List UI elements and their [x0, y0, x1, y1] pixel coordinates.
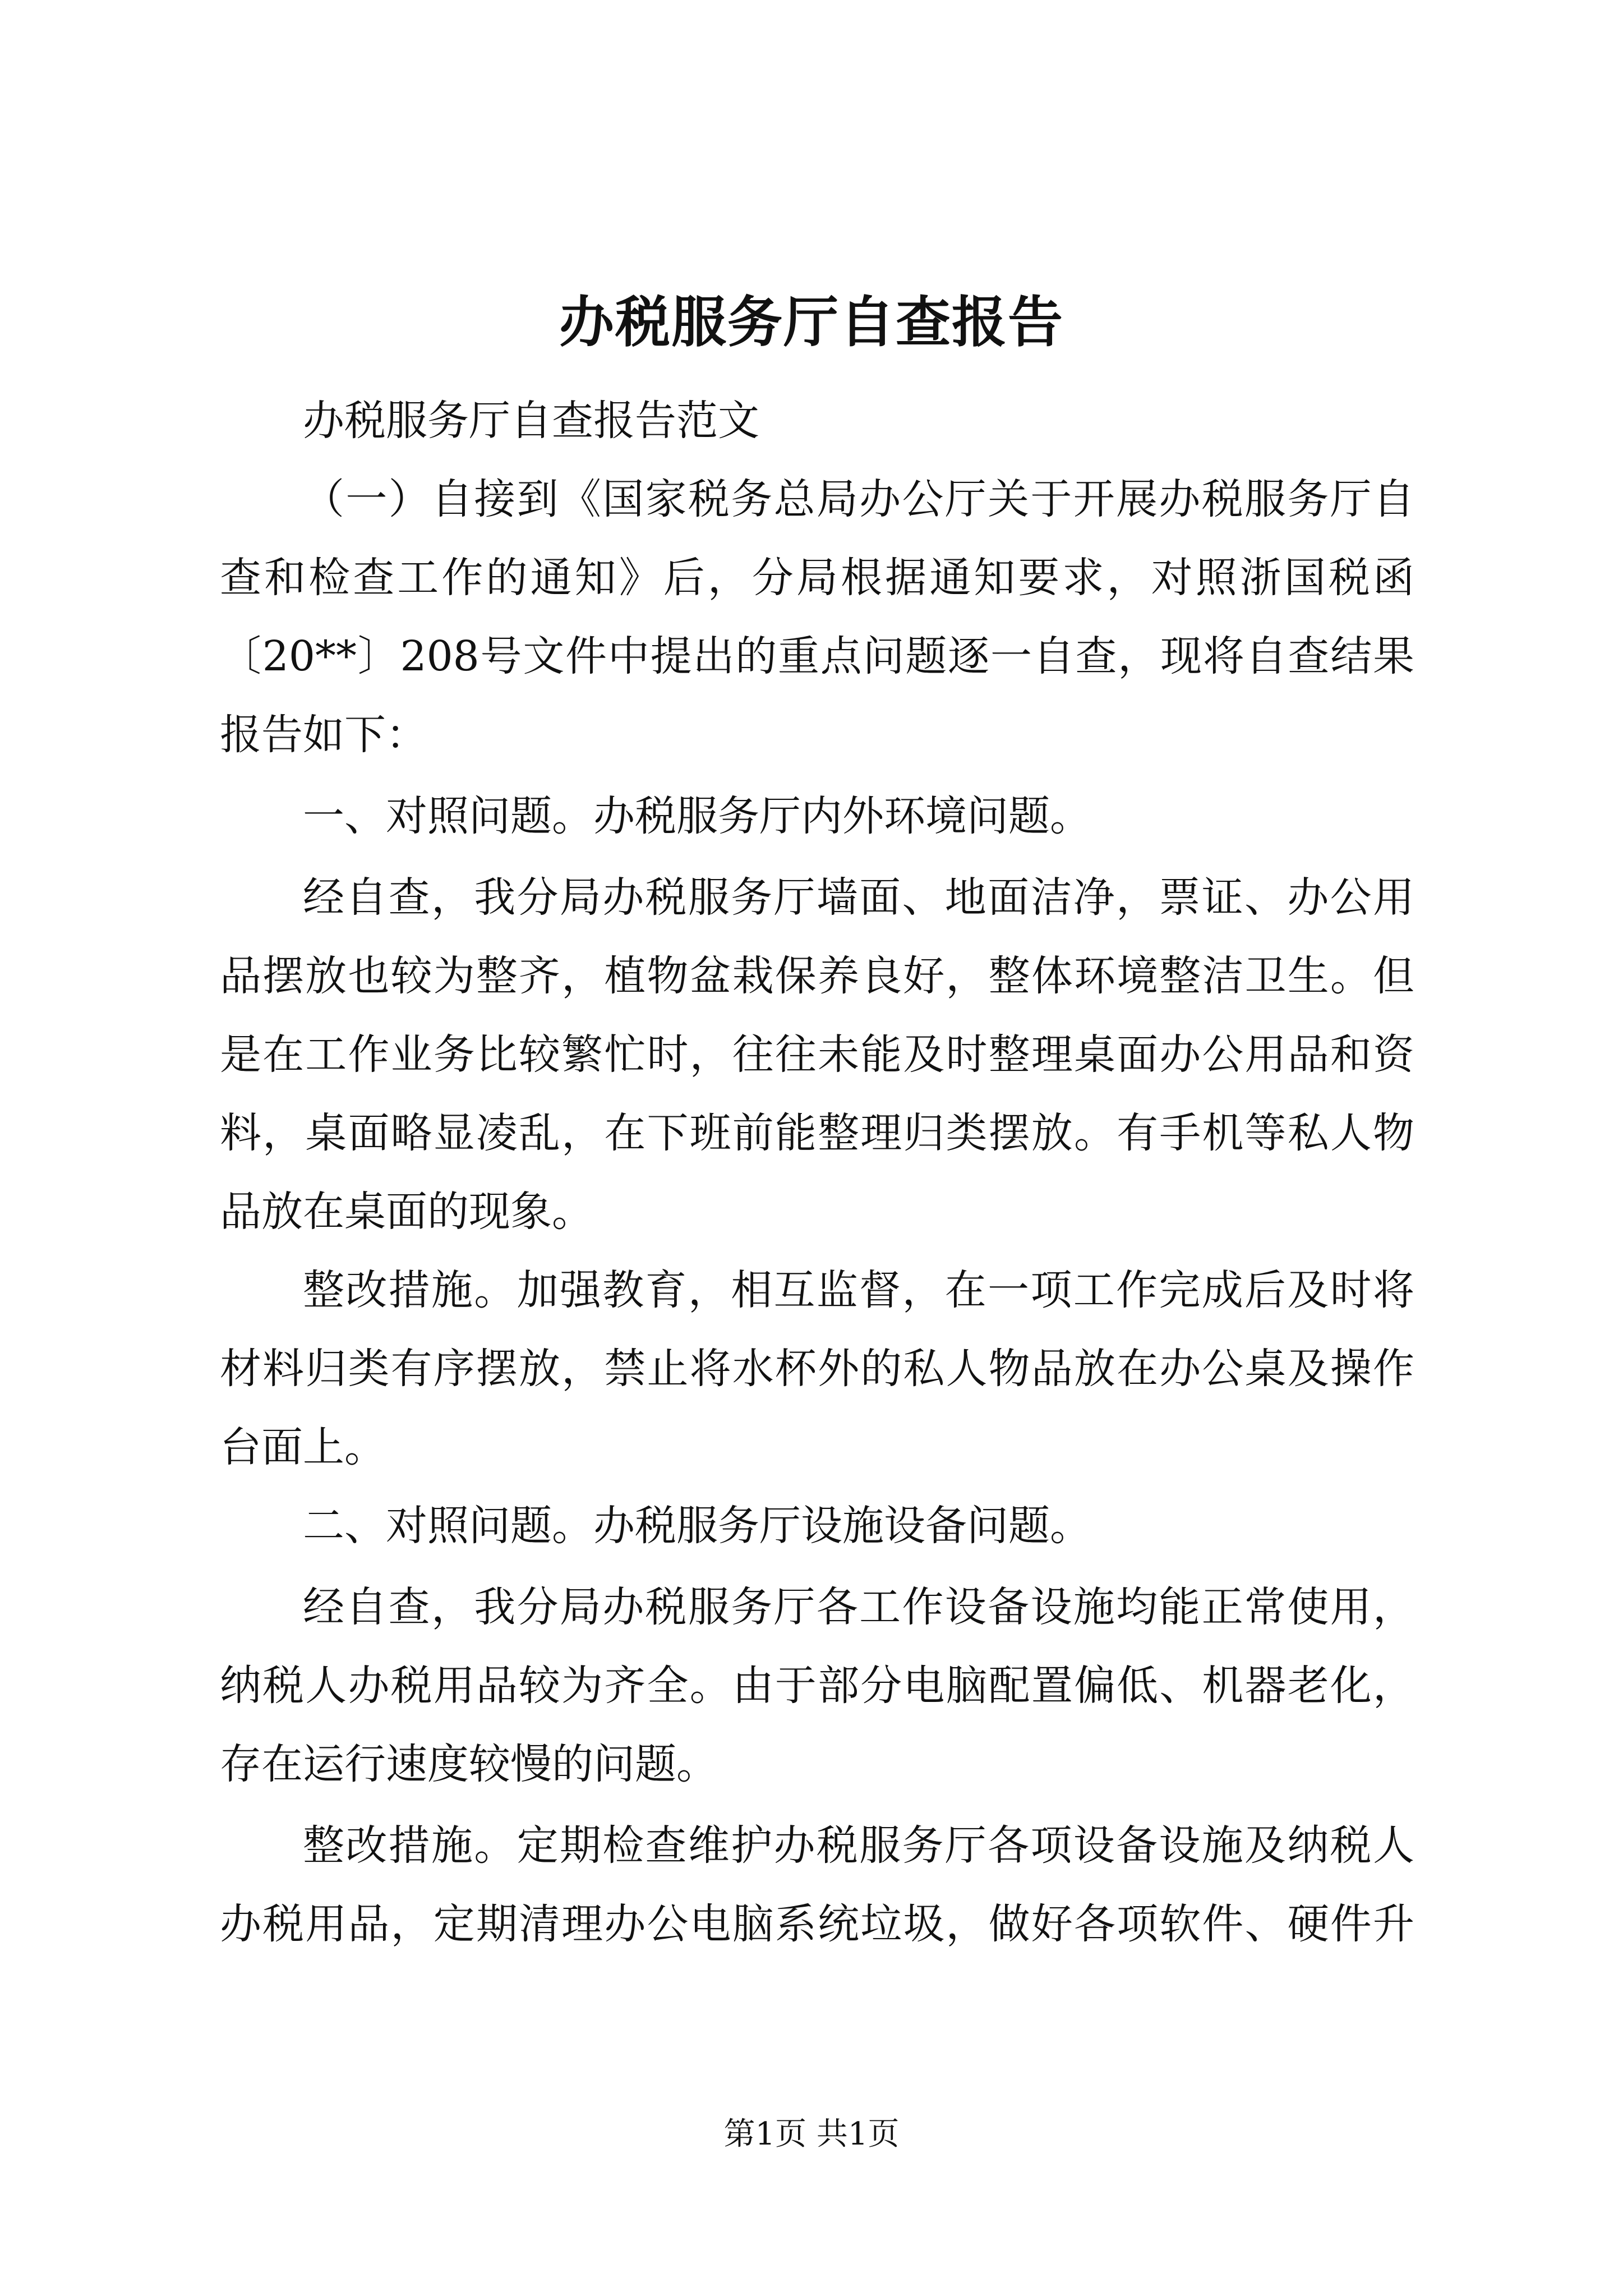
paragraph-line: 料，桌面略显凌乱，在下班前能整理归类摆放。有手机等私人物 — [220, 1109, 1414, 1157]
paragraph-line: 经自查，我分局办税服务厅各工作设备设施均能正常使用， — [303, 1583, 1414, 1631]
paragraph-line: 整改措施。定期检查维护办税服务厅各项设备设施及纳税人 — [303, 1821, 1414, 1870]
paragraph-line: 报告如下： — [220, 711, 427, 759]
section-heading: 二、对照问题。办税服务厅设施设备问题。 — [303, 1502, 1091, 1550]
document-title: 办税服务厅自查报告 — [559, 290, 1064, 355]
paragraph-line: 材料归类有序摆放，禁止将水杯外的私人物品放在办公桌及操作 — [220, 1345, 1414, 1393]
paragraph-line: 台面上。 — [220, 1423, 386, 1471]
paragraph-line: 品摆放也较为整齐，植物盆栽保养良好，整体环境整洁卫生。但 — [220, 952, 1414, 1000]
paragraph-line: 纳税人办税用品较为齐全。由于部分电脑配置偏低、机器老化， — [220, 1662, 1414, 1710]
paragraph-line: 查和检查工作的通知》后，分局根据通知要求，对照浙国税函 — [220, 554, 1414, 602]
subtitle-line: 办税服务厅自查报告范文 — [303, 397, 759, 445]
paragraph-line: 经自查，我分局办税服务厅墙面、地面洁净，票证、办公用 — [303, 873, 1414, 922]
paragraph-line: 品放在桌面的现象。 — [220, 1188, 593, 1236]
page-footer: 第1页 共1页 — [723, 2116, 900, 2152]
section-heading: 一、对照问题。办税服务厅内外环境问题。 — [303, 792, 1091, 840]
paragraph-line: 存在运行速度较慢的问题。 — [220, 1740, 718, 1788]
paragraph-line: 整改措施。加强教育，相互监督，在一项工作完成后及时将 — [303, 1266, 1414, 1314]
paragraph-line: 〔20**〕208号文件中提出的重点问题逐一自查，现将自查结果 — [220, 632, 1414, 680]
paragraph-line: 办税用品，定期清理办公电脑系统垃圾，做好各项软件、硬件升 — [220, 1900, 1414, 1948]
paragraph-line: （一）自接到《国家税务总局办公厅关于开展办税服务厅自 — [303, 475, 1414, 523]
paragraph-line: 是在工作业务比较繁忙时，往往未能及时整理桌面办公用品和资 — [220, 1030, 1414, 1079]
